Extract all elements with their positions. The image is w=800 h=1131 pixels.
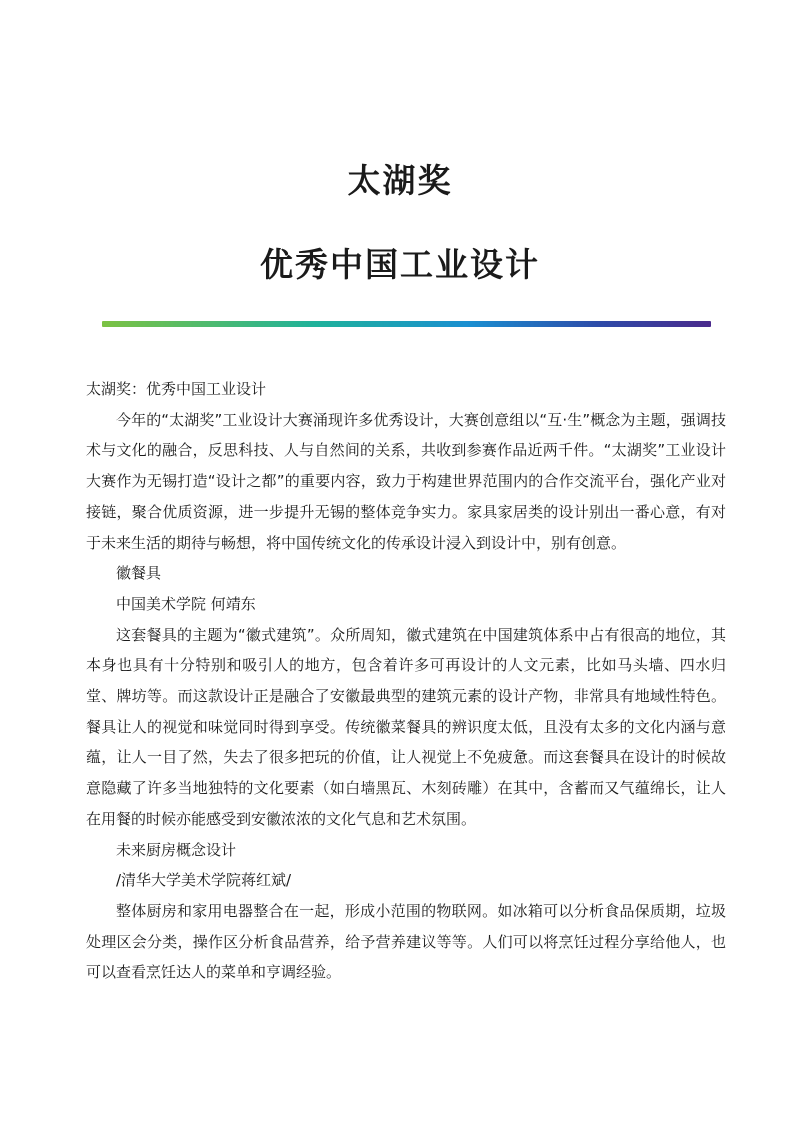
item2-title: 未来厨房概念设计 xyxy=(116,840,237,859)
document-title: 太湖奖 xyxy=(347,161,453,200)
item1-paragraph: 这套餐具的主题为“徽式建筑”。众所周知，徽式建筑在中国建筑体系中占有很高的地位，其本身也具有十分特别和吸引人的地方，包含着许多可再设计的人文元素，比如马头墙、四水归堂、牌坊等。而这款设计正是融合了安徽最典型的建筑元素的设计产物，非常具有地域性特色。餐具让人的视觉和味觉同时得到享受。传统徽菜餐具的辨识度太低，且没有太多的文化内涵与意蕴，让人一目了然，失去了很多把玩的价值，让人视觉上不免疲惫。而这套餐具在设计的时候故意隐藏了许多当地独特的文化要素（如白墙黑瓦、木刻砖雕）在其中，含蓄而又气蕴绵长，让人在用餐的时候亦能感受到安徽浓浓的文化气息和艺术氛围。 xyxy=(86,625,726,828)
article-body xyxy=(86,374,726,988)
gradient-divider xyxy=(102,321,711,327)
item2-paragraph: 整体厨房和家用电器整合在一起，形成小范围的物联网。如冰箱可以分析食品保质期，垃圾处理区会分类，操作区分析食品营养，给予营养建议等等。人们可以将烹饪过程分享给他人，也可以查看烹饪达人的菜单和亨调经验。 xyxy=(86,901,726,982)
article-heading: 太湖奖：优秀中国工业设计 xyxy=(86,380,267,398)
item2-author: /清华大学美术学院蒋红斌/ xyxy=(116,871,292,890)
intro-paragraph: 今年的“太湖奖”工业设计大赛涌现许多优秀设计，大赛创意组以“互·生”概念为主题，强调技术与文化的融合，反思科技、人与自然间的关系，共收到参赛作品近两千件。“太湖奖”工业设计大赛作为无锡打造“设计之都”的重要内容，致力于构建世界范围内的合作交流平台，强化产业对接链，聚合优质资源，进一步提升无锡的整体竞争实力。家具家居类的设计别出一番心意，有对于未来生活的期待与畅想，将中国传统文化的传承设计浸入到设计中，别有创意。 xyxy=(86,410,726,552)
item1-author: 中国美术学院 何靖东 xyxy=(116,594,256,613)
document-subtitle: 优秀中国工业设计 xyxy=(260,245,540,284)
item1-title: 徽餐具 xyxy=(116,564,162,583)
